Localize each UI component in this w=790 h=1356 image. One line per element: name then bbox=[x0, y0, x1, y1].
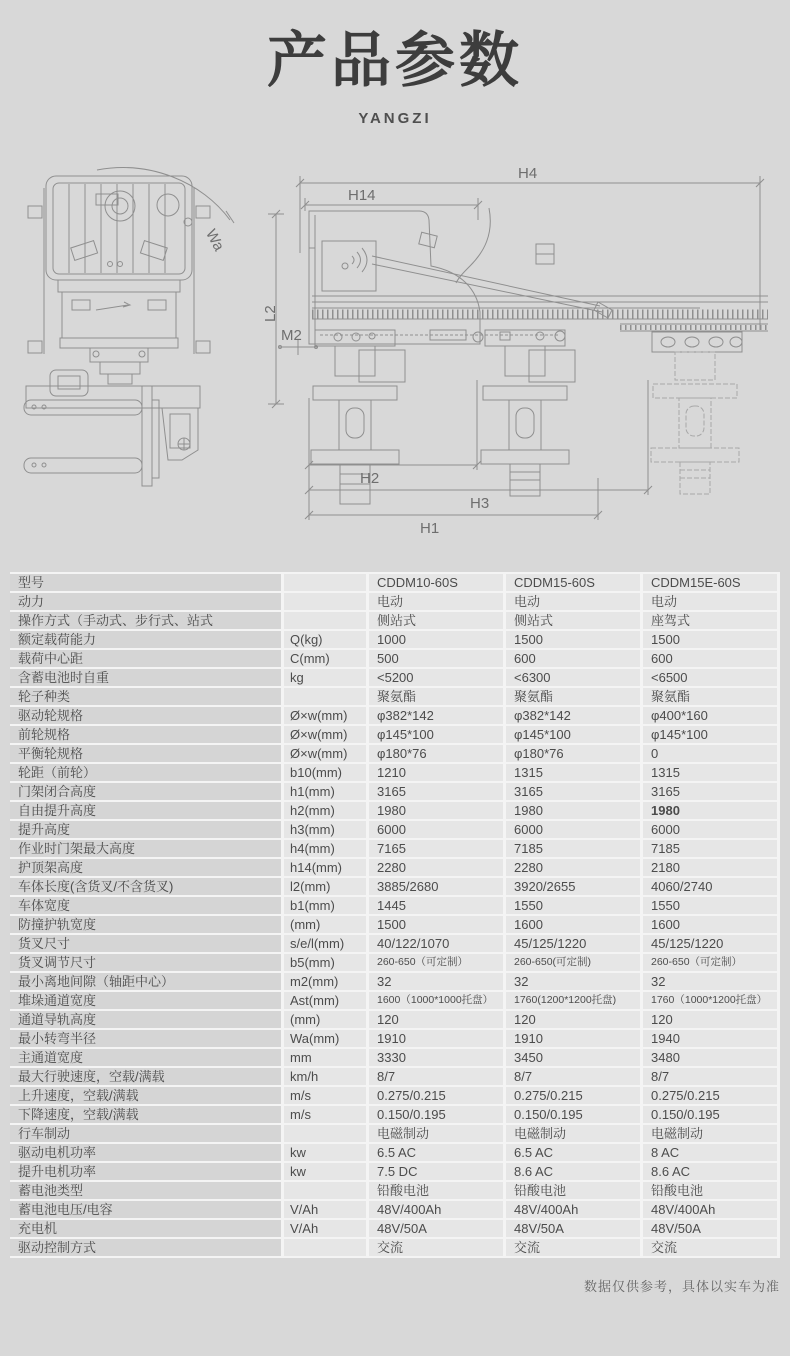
spec-value-cddm15e-60s: φ145*100 bbox=[643, 726, 777, 743]
spec-value-cddm15e-60s: 1940 bbox=[643, 1030, 777, 1047]
spec-value-cddm15e-60s: CDDM15E-60S bbox=[643, 574, 777, 591]
technical-drawing bbox=[0, 148, 790, 558]
spec-label: 最小离地间隙（轴距中心） bbox=[10, 973, 281, 990]
spec-table bbox=[10, 572, 780, 1258]
spec-unit: m/s bbox=[284, 1087, 366, 1104]
spec-value-cddm15-60s: 3450 bbox=[506, 1049, 640, 1066]
spec-value-cddm10-60s: 1445 bbox=[369, 897, 503, 914]
spec-value-cddm15e-60s: 0.150/0.195 bbox=[643, 1106, 777, 1123]
spec-value-cddm15e-60s: 电磁制动 bbox=[643, 1125, 777, 1142]
spec-unit: m2(mm) bbox=[284, 973, 366, 990]
spec-label: 前轮规格 bbox=[10, 726, 281, 743]
page-header bbox=[0, 0, 790, 127]
spec-unit bbox=[284, 612, 366, 629]
spec-value-cddm10-60s: 7.5 DC bbox=[369, 1163, 503, 1180]
spec-value-cddm15e-60s: 8.6 AC bbox=[643, 1163, 777, 1180]
spec-value-cddm10-60s: 1210 bbox=[369, 764, 503, 781]
spec-value-cddm15-60s: 1550 bbox=[506, 897, 640, 914]
spec-label: 提升电机功率 bbox=[10, 1163, 281, 1180]
spec-value-cddm15e-60s: <6500 bbox=[643, 669, 777, 686]
spec-value-cddm10-60s: 0.275/0.215 bbox=[369, 1087, 503, 1104]
spec-label: 动力 bbox=[10, 593, 281, 610]
spec-value-cddm15e-60s: 交流 bbox=[643, 1239, 777, 1256]
spec-value-cddm10-60s: 侧站式 bbox=[369, 612, 503, 629]
spec-unit: m/s bbox=[284, 1106, 366, 1123]
spec-value-cddm15-60s: 7185 bbox=[506, 840, 640, 857]
spec-unit: s/e/l(mm) bbox=[284, 935, 366, 952]
spec-label: 防撞护轨宽度 bbox=[10, 916, 281, 933]
spec-unit: (mm) bbox=[284, 1011, 366, 1028]
front-view bbox=[24, 168, 234, 486]
spec-value-cddm15-60s: 1910 bbox=[506, 1030, 640, 1047]
spec-value-cddm15e-60s: 电动 bbox=[643, 593, 777, 610]
spec-unit: Wa(mm) bbox=[284, 1030, 366, 1047]
spec-value-cddm15-60s: 侧站式 bbox=[506, 612, 640, 629]
spec-value-cddm10-60s: 6.5 AC bbox=[369, 1144, 503, 1161]
spec-value-cddm15e-60s: 260-650（可定制） bbox=[643, 954, 777, 971]
spec-unit: h1(mm) bbox=[284, 783, 366, 800]
spec-label: 护顶架高度 bbox=[10, 859, 281, 876]
spec-label: 最大行驶速度，空载/满载 bbox=[10, 1068, 281, 1085]
spec-label: 轮子种类 bbox=[10, 688, 281, 705]
spec-label: 堆垛通道宽度 bbox=[10, 992, 281, 1009]
spec-unit: km/h bbox=[284, 1068, 366, 1085]
spec-label: 自由提升高度 bbox=[10, 802, 281, 819]
spec-value-cddm15-60s: 3165 bbox=[506, 783, 640, 800]
spec-unit: kw bbox=[284, 1163, 366, 1180]
spec-unit: Ø×w(mm) bbox=[284, 707, 366, 724]
spec-label: 提升高度 bbox=[10, 821, 281, 838]
dim-label-h3: H3 bbox=[470, 495, 490, 512]
spec-value-cddm15-60s: φ145*100 bbox=[506, 726, 640, 743]
side-view bbox=[268, 176, 768, 520]
dim-label-l2: L2 bbox=[262, 305, 279, 322]
spec-unit: h2(mm) bbox=[284, 802, 366, 819]
dim-label-wa: Wa bbox=[202, 226, 228, 254]
spec-label: 含蓄电池时自重 bbox=[10, 669, 281, 686]
leg-rear bbox=[651, 352, 739, 494]
spec-label: 主通道宽度 bbox=[10, 1049, 281, 1066]
spec-label: 驱动控制方式 bbox=[10, 1239, 281, 1256]
spec-label: 蓄电池类型 bbox=[10, 1182, 281, 1199]
spec-value-cddm15e-60s: 32 bbox=[643, 973, 777, 990]
spec-value-cddm15-60s: 1315 bbox=[506, 764, 640, 781]
spec-value-cddm15e-60s: 1315 bbox=[643, 764, 777, 781]
spec-value-cddm15-60s: 1760(1200*1200托盘) bbox=[506, 992, 640, 1009]
spec-value-cddm15e-60s: 8/7 bbox=[643, 1068, 777, 1085]
spec-value-cddm15-60s: CDDM15-60S bbox=[506, 574, 640, 591]
page-title: 产品参数 bbox=[267, 27, 523, 94]
spec-value-cddm15e-60s: 1600 bbox=[643, 916, 777, 933]
dim-label-h14: H14 bbox=[348, 187, 376, 204]
spec-value-cddm15-60s: 3920/2655 bbox=[506, 878, 640, 895]
spec-value-cddm15-60s: φ382*142 bbox=[506, 707, 640, 724]
dim-label-h1: H1 bbox=[420, 520, 440, 537]
spec-unit: h4(mm) bbox=[284, 840, 366, 857]
spec-unit bbox=[284, 1125, 366, 1142]
brand-subtitle: YANGZI bbox=[358, 110, 432, 127]
spec-value-cddm10-60s: 7165 bbox=[369, 840, 503, 857]
leg-front bbox=[311, 330, 405, 504]
spec-value-cddm15e-60s: 聚氨酯 bbox=[643, 688, 777, 705]
dim-label-m2: M2 bbox=[281, 327, 302, 344]
spec-label: 驱动轮规格 bbox=[10, 707, 281, 724]
spec-unit bbox=[284, 593, 366, 610]
spec-unit: b5(mm) bbox=[284, 954, 366, 971]
spec-unit: C(mm) bbox=[284, 650, 366, 667]
spec-value-cddm10-60s: 1600（1000*1000托盘） bbox=[369, 992, 503, 1009]
dim-label-h2: H2 bbox=[360, 470, 380, 487]
spec-value-cddm15e-60s: 1500 bbox=[643, 631, 777, 648]
spec-value-cddm10-60s: 电动 bbox=[369, 593, 503, 610]
spec-label: 最小转弯半径 bbox=[10, 1030, 281, 1047]
spec-value-cddm10-60s: 500 bbox=[369, 650, 503, 667]
spec-value-cddm10-60s: 聚氨酯 bbox=[369, 688, 503, 705]
spec-value-cddm15e-60s: 0 bbox=[643, 745, 777, 762]
spec-value-cddm10-60s: φ145*100 bbox=[369, 726, 503, 743]
spec-label: 蓄电池电压/电容 bbox=[10, 1201, 281, 1218]
spec-value-cddm10-60s: 48V/50A bbox=[369, 1220, 503, 1237]
spec-unit: h14(mm) bbox=[284, 859, 366, 876]
spec-label: 充电机 bbox=[10, 1220, 281, 1237]
spec-value-cddm15-60s: 交流 bbox=[506, 1239, 640, 1256]
spec-label: 型号 bbox=[10, 574, 281, 591]
spec-label: 作业时门架最大高度 bbox=[10, 840, 281, 857]
spec-value-cddm15e-60s: 8 AC bbox=[643, 1144, 777, 1161]
spec-value-cddm10-60s: 6000 bbox=[369, 821, 503, 838]
spec-value-cddm15-60s: 1600 bbox=[506, 916, 640, 933]
spec-value-cddm15e-60s: φ400*160 bbox=[643, 707, 777, 724]
spec-value-cddm10-60s: <5200 bbox=[369, 669, 503, 686]
spec-value-cddm15-60s: 1500 bbox=[506, 631, 640, 648]
spec-value-cddm10-60s: 1500 bbox=[369, 916, 503, 933]
leg-middle bbox=[481, 330, 575, 496]
spec-label: 货叉调节尺寸 bbox=[10, 954, 281, 971]
spec-value-cddm15-60s: 8/7 bbox=[506, 1068, 640, 1085]
spec-unit: Q(kg) bbox=[284, 631, 366, 648]
spec-value-cddm15-60s: 电动 bbox=[506, 593, 640, 610]
spec-unit: (mm) bbox=[284, 916, 366, 933]
spec-value-cddm10-60s: 0.150/0.195 bbox=[369, 1106, 503, 1123]
forklift-dimension-drawing bbox=[0, 148, 790, 558]
spec-unit bbox=[284, 1182, 366, 1199]
spec-value-cddm15e-60s: 600 bbox=[643, 650, 777, 667]
spec-value-cddm15-60s: 1980 bbox=[506, 802, 640, 819]
spec-value-cddm10-60s: 1980 bbox=[369, 802, 503, 819]
spec-unit bbox=[284, 1239, 366, 1256]
spec-value-cddm15-60s: φ180*76 bbox=[506, 745, 640, 762]
spec-value-cddm10-60s: 2280 bbox=[369, 859, 503, 876]
spec-value-cddm15-60s: 32 bbox=[506, 973, 640, 990]
spec-value-cddm15-60s: 6000 bbox=[506, 821, 640, 838]
spec-label: 轮距（前轮） bbox=[10, 764, 281, 781]
spec-value-cddm15e-60s: 2180 bbox=[643, 859, 777, 876]
spec-value-cddm15-60s: 2280 bbox=[506, 859, 640, 876]
spec-unit: mm bbox=[284, 1049, 366, 1066]
spec-label: 平衡轮规格 bbox=[10, 745, 281, 762]
spec-label: 行车制动 bbox=[10, 1125, 281, 1142]
spec-value-cddm15-60s: 120 bbox=[506, 1011, 640, 1028]
spec-value-cddm15-60s: 48V/50A bbox=[506, 1220, 640, 1237]
spec-value-cddm15-60s: 0.150/0.195 bbox=[506, 1106, 640, 1123]
spec-value-cddm10-60s: 40/122/1070 bbox=[369, 935, 503, 952]
spec-value-cddm15-60s: 聚氨酯 bbox=[506, 688, 640, 705]
spec-value-cddm15-60s: 260-650(可定制) bbox=[506, 954, 640, 971]
spec-value-cddm15-60s: <6300 bbox=[506, 669, 640, 686]
spec-label: 额定载荷能力 bbox=[10, 631, 281, 648]
spec-unit: h3(mm) bbox=[284, 821, 366, 838]
spec-value-cddm10-60s: 32 bbox=[369, 973, 503, 990]
spec-value-cddm10-60s: 铅酸电池 bbox=[369, 1182, 503, 1199]
spec-value-cddm15e-60s: 7185 bbox=[643, 840, 777, 857]
spec-unit: b10(mm) bbox=[284, 764, 366, 781]
spec-value-cddm15e-60s: 1980 bbox=[643, 802, 777, 819]
footnote: 数据仅供参考，具体以实车为准 bbox=[583, 1279, 780, 1294]
spec-value-cddm15-60s: 0.275/0.215 bbox=[506, 1087, 640, 1104]
spec-value-cddm15-60s: 8.6 AC bbox=[506, 1163, 640, 1180]
spec-value-cddm10-60s: 3330 bbox=[369, 1049, 503, 1066]
spec-unit: b1(mm) bbox=[284, 897, 366, 914]
spec-unit bbox=[284, 574, 366, 591]
spec-label: 载荷中心距 bbox=[10, 650, 281, 667]
spec-value-cddm15e-60s: 3165 bbox=[643, 783, 777, 800]
spec-unit: V/Ah bbox=[284, 1201, 366, 1218]
spec-value-cddm15-60s: 6.5 AC bbox=[506, 1144, 640, 1161]
spec-value-cddm10-60s: 120 bbox=[369, 1011, 503, 1028]
spec-label: 上升速度，空载/满载 bbox=[10, 1087, 281, 1104]
spec-unit: l2(mm) bbox=[284, 878, 366, 895]
spec-value-cddm10-60s: 260-650（可定制） bbox=[369, 954, 503, 971]
spec-value-cddm10-60s: 3165 bbox=[369, 783, 503, 800]
spec-value-cddm10-60s: 1910 bbox=[369, 1030, 503, 1047]
spec-label: 货叉尺寸 bbox=[10, 935, 281, 952]
spec-value-cddm15e-60s: 48V/50A bbox=[643, 1220, 777, 1237]
spec-value-cddm15e-60s: 铅酸电池 bbox=[643, 1182, 777, 1199]
spec-value-cddm15e-60s: 120 bbox=[643, 1011, 777, 1028]
spec-label: 门架闭合高度 bbox=[10, 783, 281, 800]
spec-value-cddm10-60s: CDDM10-60S bbox=[369, 574, 503, 591]
spec-value-cddm10-60s: 交流 bbox=[369, 1239, 503, 1256]
spec-unit: kg bbox=[284, 669, 366, 686]
spec-value-cddm15e-60s: 1760（1000*1200托盘） bbox=[643, 992, 777, 1009]
spec-unit bbox=[284, 688, 366, 705]
spec-unit: kw bbox=[284, 1144, 366, 1161]
spec-value-cddm15-60s: 铅酸电池 bbox=[506, 1182, 640, 1199]
spec-label: 驱动电机功率 bbox=[10, 1144, 281, 1161]
spec-value-cddm15e-60s: 1550 bbox=[643, 897, 777, 914]
spec-unit: V/Ah bbox=[284, 1220, 366, 1237]
spec-value-cddm15-60s: 600 bbox=[506, 650, 640, 667]
dim-label-h4: H4 bbox=[518, 165, 538, 182]
spec-value-cddm15e-60s: 座驾式 bbox=[643, 612, 777, 629]
spec-value-cddm10-60s: φ180*76 bbox=[369, 745, 503, 762]
spec-value-cddm15e-60s: 45/125/1220 bbox=[643, 935, 777, 952]
spec-value-cddm10-60s: 3885/2680 bbox=[369, 878, 503, 895]
spec-value-cddm15e-60s: 3480 bbox=[643, 1049, 777, 1066]
spec-label: 车体长度(含货叉/不含货叉) bbox=[10, 878, 281, 895]
spec-unit: Ø×w(mm) bbox=[284, 726, 366, 743]
spec-value-cddm15e-60s: 6000 bbox=[643, 821, 777, 838]
spec-unit: Ast(mm) bbox=[284, 992, 366, 1009]
spec-value-cddm15-60s: 45/125/1220 bbox=[506, 935, 640, 952]
spec-value-cddm10-60s: φ382*142 bbox=[369, 707, 503, 724]
spec-value-cddm10-60s: 1000 bbox=[369, 631, 503, 648]
spec-label: 下降速度，空载/满载 bbox=[10, 1106, 281, 1123]
spec-value-cddm15-60s: 48V/400Ah bbox=[506, 1201, 640, 1218]
spec-value-cddm15-60s: 电磁制动 bbox=[506, 1125, 640, 1142]
spec-unit: Ø×w(mm) bbox=[284, 745, 366, 762]
spec-value-cddm10-60s: 8/7 bbox=[369, 1068, 503, 1085]
spec-value-cddm10-60s: 48V/400Ah bbox=[369, 1201, 503, 1218]
spec-value-cddm15e-60s: 48V/400Ah bbox=[643, 1201, 777, 1218]
spec-value-cddm15e-60s: 0.275/0.215 bbox=[643, 1087, 777, 1104]
spec-label: 通道导轨高度 bbox=[10, 1011, 281, 1028]
spec-value-cddm10-60s: 电磁制动 bbox=[369, 1125, 503, 1142]
spec-value-cddm15e-60s: 4060/2740 bbox=[643, 878, 777, 895]
spec-label: 车体宽度 bbox=[10, 897, 281, 914]
spec-label: 操作方式（手动式、步行式、站式 bbox=[10, 612, 281, 629]
